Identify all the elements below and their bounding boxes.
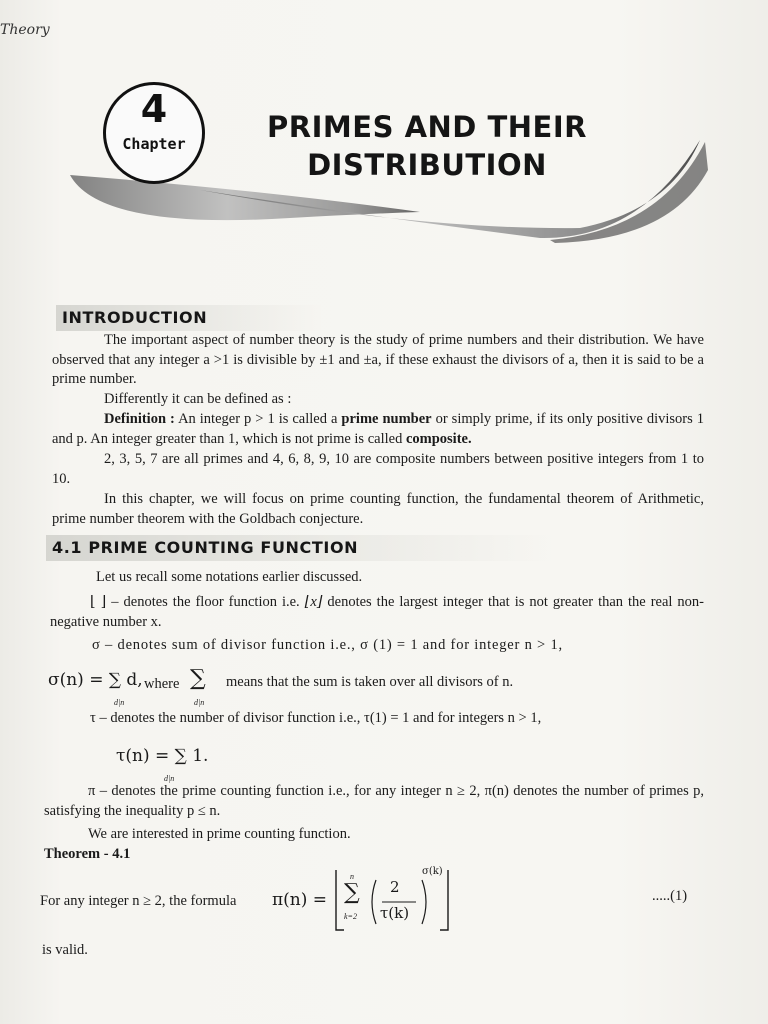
means-text: means that the sum is taken over all divisors of n. [226,674,514,690]
definition-paragraph [52,410,704,449]
pi-definition: π – denotes the prime counting function i.e., for any integer n ≥ 2, π(n) denotes the number of primes p, satisfying the inequality p ≤ n. [44,783,704,819]
theorem-formula-row [40,866,710,936]
floor-text-2: denotes the largest integer that is not greater than the real non-negative number x. [50,594,705,630]
intro-paragraph-5: In this chapter, we will focus on prime counting function, the fundamental theorem of Arithmetic, prime number theorem with the Goldbach conjecture. [52,491,704,527]
sigma-formula-row [48,666,648,708]
theorem-numerator: 2 [390,878,400,896]
equation-number: .....(1) [652,888,688,904]
interested-line: We are interested in prime counting function. [88,826,351,842]
theorem-sum-upper: n [350,872,354,881]
floor-symbol: ⌊ ⌋ [90,594,107,610]
theorem-sum-symbol: ∑ [344,880,360,905]
intro-paragraph-4: 2, 3, 5, 7 are all primes and 4, 6, 8, 9, 10 are composite numbers between positive integers from 1 to 10. [52,451,704,487]
section-4-1-heading: 4.1 PRIME COUNTING FUNCTION [46,535,552,561]
tau-definition: τ – denotes the number of divisor function i.e., τ(1) = 1 and for integers n > 1, [90,710,542,726]
floor-definition [50,593,704,632]
definition-term-composite: composite. [405,430,472,447]
chapter-word: Chapter [122,135,186,153]
chapter-badge [103,82,205,184]
tau-formula-row [116,742,316,784]
chapter-title-line2: DISTRIBUTION [307,148,547,182]
where-text: where [144,676,180,692]
theorem-exponent: σ(k) [422,866,443,877]
theorem-sum-lower: k=2 [344,912,357,921]
intro-heading: INTRODUCTION [56,305,322,331]
running-head: Theory [0,22,50,38]
floor-x: ⌊x⌋ [304,594,323,610]
tau-formula-subscript: d|n [164,774,175,783]
chapter-title-line1: PRIMES AND THEIR [267,110,587,144]
definition-text-2: or simply prime, if its only positive divisors 1 and p. An integer greater than 1, which is not prime is called [52,411,705,447]
sigma-formula: σ(n) = ∑ d, [48,670,143,690]
sigma-formula-subscript: d|n [114,698,125,707]
where-sum-subscript: d|n [194,698,205,707]
is-valid-line: is valid. [42,942,88,958]
theorem-denominator: τ(k) [380,904,410,922]
definition-label: Definition : [104,411,175,427]
where-sum-symbol: ∑ [190,666,206,691]
definition-text-1: An integer p > 1 is called a [178,411,338,427]
chapter-number: 4 [140,87,168,131]
sigma-definition: σ – denotes sum of divisor function i.e., σ (1) = 1 and for integer n > 1, [92,637,563,653]
theorem-text: For any integer n ≥ 2, the formula [40,893,237,909]
definition-term-prime: prime number [341,411,432,427]
intro-paragraph-1: The important aspect of number theory is the study of prime numbers and their distribution. We have observed that any integer a >1 is divisible by ±1 and ±a, if these exhaust the divisors of a, then it is said to be a prime number. [52,332,704,388]
recall-line: Let us recall some notations earlier discussed. [96,569,363,585]
chapter-title [262,108,592,184]
tau-formula: τ(n) = ∑ 1. [116,746,209,766]
floor-text-1: – denotes the floor function i.e. [111,594,300,610]
theorem-lhs: π(n) = [272,890,328,910]
theorem-label: Theorem - 4.1 [44,846,131,862]
intro-paragraph-2: Differently it can be defined as : [104,391,292,407]
